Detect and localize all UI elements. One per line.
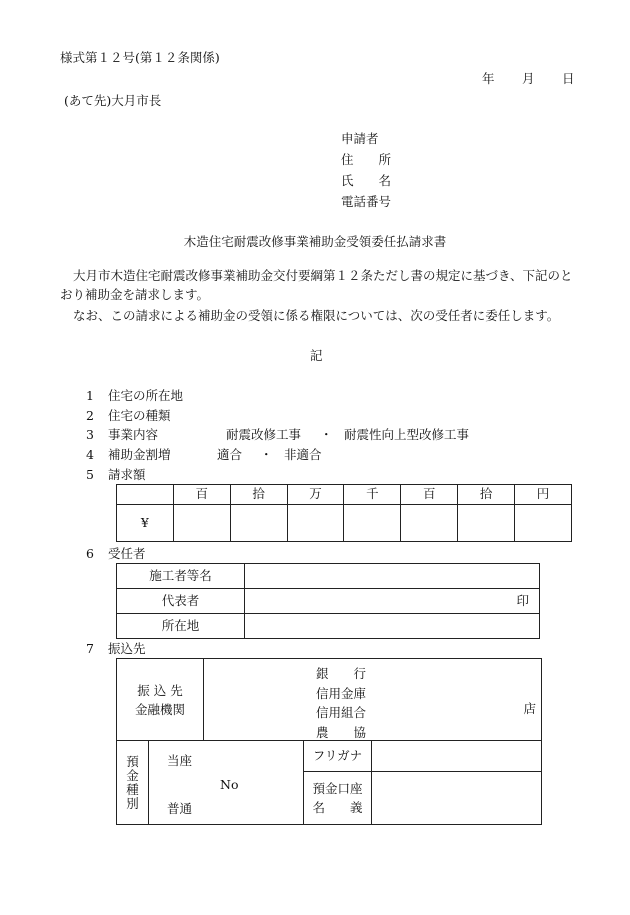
institution-field[interactable] — [204, 659, 542, 741]
amount-unit-row — [117, 485, 572, 505]
item-4-separator: ・ — [260, 447, 273, 462]
type-kumiai[interactable]: 信用組合 — [316, 705, 367, 720]
account-type-touza[interactable]: 当座 — [167, 753, 193, 768]
holder-label-cell — [304, 772, 372, 825]
bank-institution-row — [117, 659, 542, 741]
representative-field[interactable] — [245, 589, 540, 614]
type-nokyo[interactable]: 農 協 — [316, 724, 367, 740]
item-2-label: 住宅の種類 — [108, 408, 171, 423]
applicant-address-label: 住 所 — [341, 152, 392, 167]
furigana-label: フリガナ — [304, 741, 372, 772]
representative-label: 代表者 — [117, 589, 245, 614]
account-type-futsu[interactable]: 普通 — [167, 801, 193, 816]
holder-name-field[interactable] — [372, 772, 542, 825]
bank-table — [116, 658, 542, 825]
applicant-label: 申請者 — [341, 131, 379, 146]
date-month: 月 — [522, 71, 535, 86]
amount-digit-cell[interactable] — [344, 505, 401, 542]
agent-table — [116, 563, 540, 639]
body-paragraph-1: 大月市木造住宅耐震改修事業補助金交付要綱第１２条ただし書の規定に基づき、下記のとおり補助金を請求します。 — [60, 268, 573, 302]
yen-sign: ¥ — [117, 505, 174, 542]
branch-suffix: 店 — [523, 701, 536, 716]
unit-juu-man: 拾 — [230, 485, 287, 505]
unit-sen: 千 — [344, 485, 401, 505]
amount-digit-cell[interactable] — [173, 505, 230, 542]
amount-table — [116, 484, 572, 542]
item-1-label: 住宅の所在地 — [108, 388, 184, 403]
ki-mark: 記 — [310, 348, 323, 363]
item-5-label: 請求額 — [108, 467, 146, 482]
body-paragraph-2: なお、この請求による補助金の受領に係る権限については、次の受任者に委任します。 — [73, 308, 560, 323]
addressee: (あて先)大月市長 — [64, 93, 162, 108]
agent-contractor-row — [117, 564, 540, 589]
item-7-label: 振込先 — [108, 641, 146, 656]
item-3-separator: ・ — [320, 427, 333, 442]
item-6-number: 6 — [86, 546, 94, 561]
amount-digit-cell[interactable] — [401, 505, 458, 542]
account-type-label — [117, 741, 149, 825]
applicant-name-label: 氏 名 — [341, 173, 392, 188]
institution-label-line1: 振 込 先 — [137, 682, 183, 698]
furigana-field[interactable] — [372, 741, 542, 772]
item-1-number: 1 — [86, 388, 94, 403]
item-4-option-conform[interactable]: 適合 — [217, 447, 243, 462]
unit-yen: 円 — [515, 485, 572, 505]
institution-label-cell — [117, 659, 204, 741]
date-day: 日 — [562, 71, 575, 86]
item-4-label: 補助金割増 — [108, 447, 171, 462]
contractor-field[interactable] — [245, 564, 540, 589]
amount-digit-cell[interactable] — [515, 505, 572, 542]
holder-label-line2: 名 義 — [312, 800, 363, 815]
type-shinkin[interactable]: 信用金庫 — [316, 685, 367, 701]
item-2-number: 2 — [86, 408, 94, 423]
item-6-label: 受任者 — [108, 546, 146, 561]
institution-type-list — [316, 664, 366, 742]
unit-juu: 拾 — [458, 485, 515, 505]
item-7-number: 7 — [86, 641, 94, 656]
type-bank[interactable]: 銀 行 — [316, 666, 367, 681]
unit-hyaku-man: 百 — [173, 485, 230, 505]
item-3-label: 事業内容 — [108, 427, 159, 442]
item-3-number: 3 — [86, 427, 94, 442]
amount-blank-cell — [117, 485, 174, 505]
holder-label-line1: 預金口座 — [312, 781, 363, 796]
account-number-field[interactable] — [149, 741, 304, 825]
item-4-option-nonconform[interactable]: 非適合 — [284, 447, 322, 462]
amount-digit-cell[interactable] — [230, 505, 287, 542]
item-3-option-seismic[interactable]: 耐震改修工事 — [226, 427, 302, 442]
bank-account-row-1 — [117, 741, 542, 772]
seal-mark: 印 — [516, 592, 529, 608]
document-title: 木造住宅耐震改修事業補助金受領委任払請求書 — [183, 234, 447, 249]
account-type-vertical: 預金種別 — [126, 753, 139, 811]
form-number: 様式第１２号(第１２条関係) — [60, 50, 220, 65]
account-no-label: No — [220, 777, 239, 792]
item-5-number: 5 — [86, 467, 94, 482]
agent-address-field[interactable] — [245, 614, 540, 639]
agent-address-row — [117, 614, 540, 639]
contractor-label: 施工者等名 — [117, 564, 245, 589]
item-4-number: 4 — [86, 447, 94, 462]
institution-label-line2: 金融機関 — [134, 701, 185, 717]
applicant-phone-label: 電話番号 — [341, 194, 392, 209]
amount-value-row — [117, 505, 572, 542]
agent-representative-row — [117, 589, 540, 614]
unit-man: 万 — [287, 485, 344, 505]
unit-hyaku: 百 — [401, 485, 458, 505]
item-3-option-improve[interactable]: 耐震性向上型改修工事 — [344, 427, 470, 442]
amount-digit-cell[interactable] — [287, 505, 344, 542]
amount-digit-cell[interactable] — [458, 505, 515, 542]
date-year: 年 — [482, 71, 495, 86]
agent-address-label: 所在地 — [117, 614, 245, 639]
